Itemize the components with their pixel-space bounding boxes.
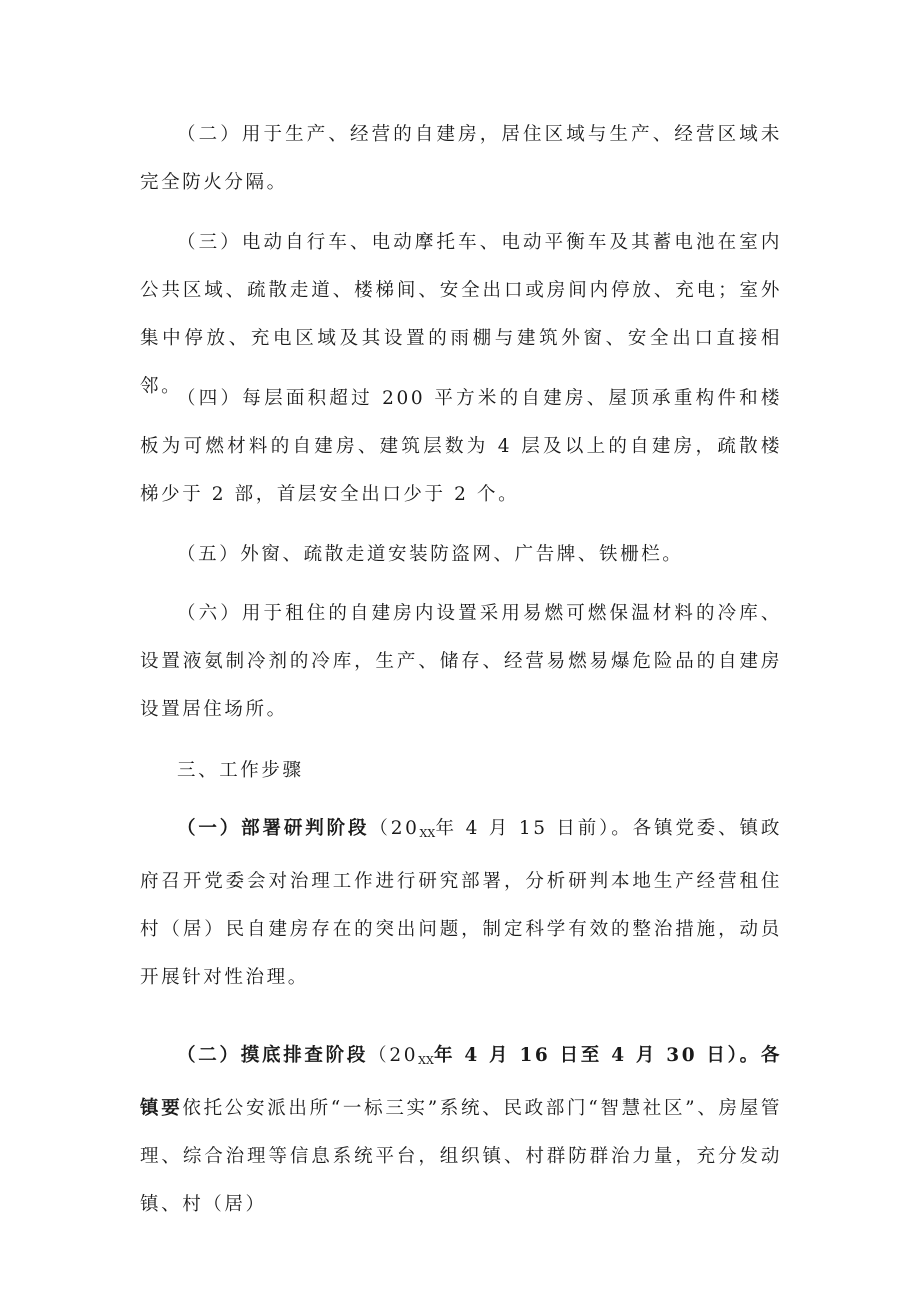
step-2-paragraph [140,1032,782,1229]
paragraph-item-4: （四）每层面积超过 200 平方米的自建房、屋顶承重构件和楼板为可燃材料的自建房、建筑层数为 4 层及以上的自建房，疏散楼梯少于 2 部，首层安全出口少于 2 个。 [140,388,782,505]
step-2-year-placeholder: XX [418,1054,434,1067]
paragraph-item-3: （三）电动自行车、电动摩托车、电动平衡车及其蓄电池在室内公共区域、疏散走道、楼梯间、安全出口或房间内停放、充电；室外集中停放、充电区域及其设置的雨棚与建筑外窗、安全出口直接相邻。 [140,232,782,397]
paragraph-item-2: （二）用于生产、经营的自建房，居住区域与生产、经营区域未完全防火分隔。 [140,124,782,193]
step-1-body: 各镇党委、镇政府召开党委会对治理工作进行研究部署，分析研判本地生产经营租住村（居）民自建房存在的突出问题，制定科学有效的整治措施，动员开展针对性治理。 [140,818,783,988]
step-1-year-placeholder: XX [419,827,436,840]
paragraph-item-5: （五）外窗、疏散走道安装防盗网、广告牌、铁栅栏。 [177,544,684,565]
step-2-title: （二）摸底排查阶段 [177,1045,369,1066]
step-1-date-open: （20 [369,818,420,839]
step-2-body: 依托公安派出所“一标三实”系统、民政部门“智慧社区”、房屋管理、综合治理等信息系统平台，组织镇、村群防群治力量，充分发动镇、村（居） [140,1098,783,1215]
step-1-paragraph [140,805,782,1002]
step-2-date-rest: 年 4 月 16 日至 4 月 30 日）。各镇要 [140,1045,782,1119]
paragraph-item-6: （六）用于租住的自建房内设置采用易燃可燃保温材料的冷库、设置液氨制冷剂的冷库，生产、储存、经营易燃易爆危险品的自建房设置居住场所。 [140,603,782,720]
step-1-date-rest: 年 4 月 15 日前）。 [435,818,633,839]
step-2-date-open: （20 [368,1045,419,1066]
section-heading: 三、工作步骤 [177,760,304,781]
step-1-title: （一）部署研判阶段 [177,818,370,839]
